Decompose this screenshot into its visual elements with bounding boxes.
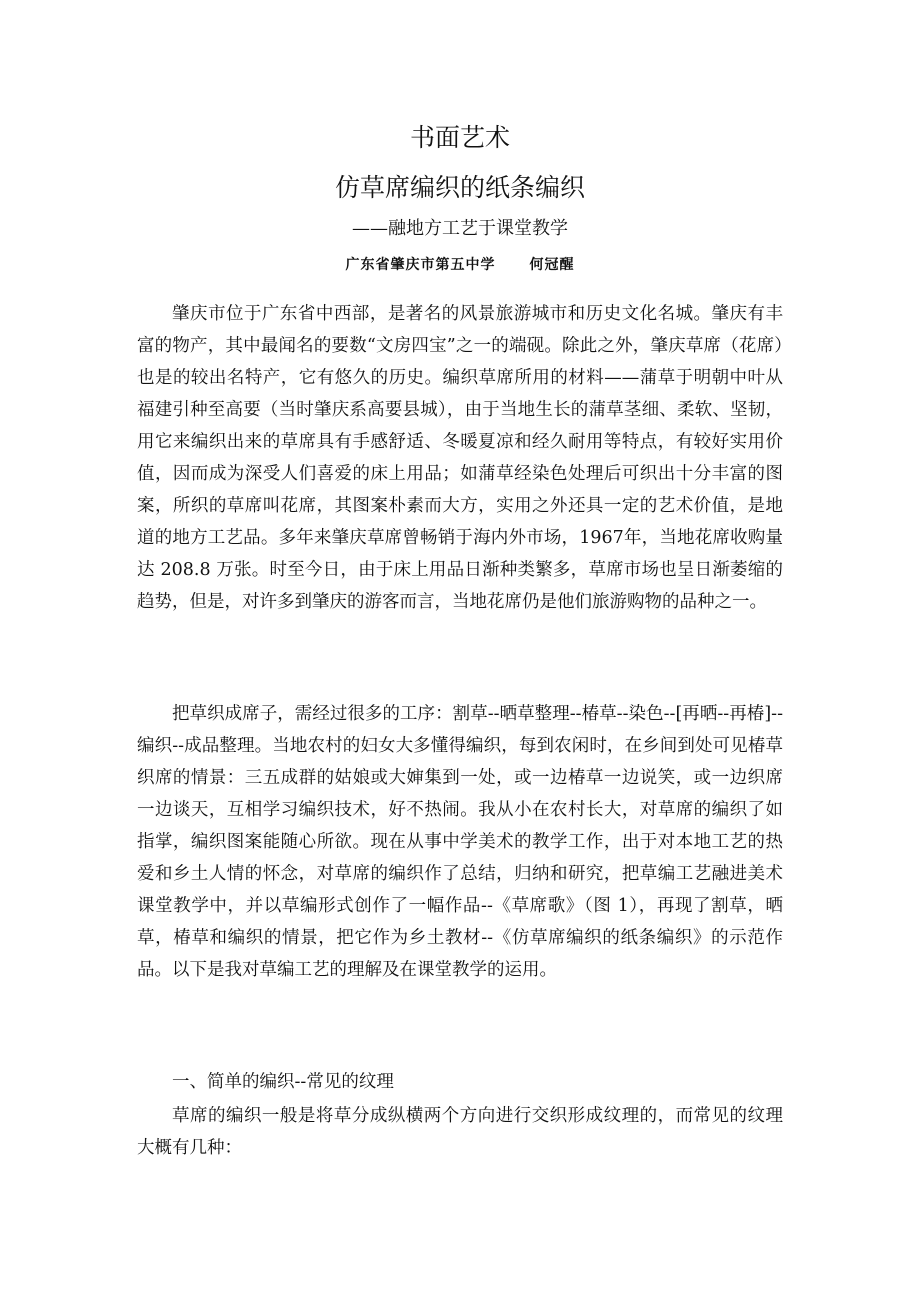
paragraph-texture: 草席的编织一般是将草分成纵横两个方向进行交织形成纹理的，而常见的纹理大概有几种： bbox=[137, 1106, 783, 1158]
author-name: 何冠醒 bbox=[529, 257, 575, 273]
article-subtitle: ——融地方工艺于课堂教学 bbox=[352, 218, 568, 239]
author-line bbox=[0, 254, 920, 274]
paragraph-process: 把草织成席子，需经过很多的工序：割草--晒草整理--椿草--染色--[再晒--再椿]--编织--成品整理。当地农村的妇女大多懂得编织，每到农闲时，在乡间到处可见椿草织席的情景：三五成群的姑娘或大婶集到一处，或一边椿草一边说笑，或一边织席一边谈天，互相学习编织技术，好不热闹。我从小在农村长大，对草席的编织了如指掌，编织图案能随心所欲。现在从事中学美术的教学工作，出于对本地工艺的热爱和乡土人情的怀念，对草席的编织作了总结，归纳和研究，把草编工艺融进美术课堂教学中，并以草编形式创作了一幅作品--《草席歌》（图 1），再现了割草，晒草，椿草和编织的情景，把它作为乡土教材--《仿草席编织的纸条编织》的示范作品。以下是我对草编工艺的理解及在课堂教学的运用。 bbox=[137, 704, 783, 980]
section-heading-1: 一、简单的编织--常见的纹理 bbox=[172, 1072, 394, 1092]
article-title: 仿草席编织的纸条编织 bbox=[334, 173, 585, 202]
school-name: 广东省肇庆市第五中学 bbox=[345, 257, 496, 273]
paragraph-intro: 肇庆市位于广东省中西部，是著名的风景旅游城市和历史文化名城。肇庆有丰富的物产，其中最闻名的要数“文房四宝”之一的端砚。除此之外，肇庆草席（花席）也是的较出名特产，它有悠久的历史。编织草席所用的材料——蒲草于明朝中叶从福建引种至高要（当时肇庆系高要县城），由于当地生长的蒲草茎细、柔软、坚韧，用它来编织出来的草席具有手感舒适、冬暖夏凉和经久耐用等特点，有较好实用价值，因而成为深受人们喜爱的床上用品；如蒲草经染色处理后可织出十分丰富的图案，所织的草席叫花席，其图案朴素而大方，实用之外还具一定的艺术价值，是地道的地方工艺品。多年来肇庆草席曾畅销于海内外市场，1967年，当地花席收购量达 208.8 万张。时至今日，由于床上用品日渐种类繁多，草席市场也呈日渐萎缩的趋势，但是，对许多到肇庆的游客而言，当地花席仍是他们旅游购物的品种之一。 bbox=[137, 304, 783, 612]
category-heading: 书面艺术 bbox=[409, 123, 510, 152]
